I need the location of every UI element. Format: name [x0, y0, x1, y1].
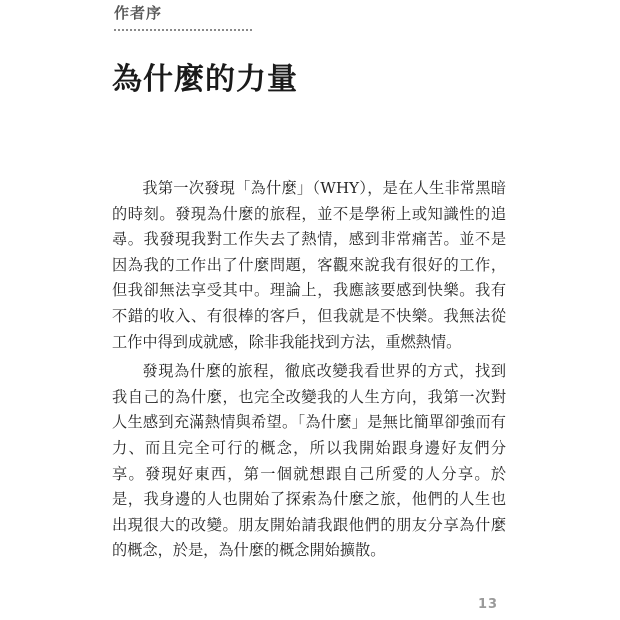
body-text: [112, 176, 506, 568]
page-number: 13: [478, 597, 499, 612]
paragraph: 發現為什麼的旅程，徹底改變我看世界的方式，找到我自己的為什麼，也完全改變我的人生方向，我第一次對人生感到充滿熱情與希望。「為什麼」是無比簡單卻強而有力、而且完全可行的概念，所以我開始跟身邊好友們分享。發現好東西，第一個就想跟自己所愛的人分享。於是，我身邊的人也開始了探索為什麼之旅，他們的人生也出現很大的改變。朋友開始請我跟他們的朋友分享為什麼的概念，於是，為什麼的概念開始擴散。: [112, 362, 506, 560]
section-label: 作者序: [114, 4, 163, 22]
dotted-divider: [114, 29, 252, 31]
paragraph: 我第一次發現「為什麼」（WHY），是在人生非常黑暗的時刻。發現為什麼的旅程，並不是學術上或知識性的追尋。我發現我對工作失去了熱情，感到非常痛苦。並不是因為我的工作出了什麼問題，客觀來說我有很好的工作，但我卻無法享受其中。理論上，我應該要感到快樂。我有不錯的收入、有很棒的客戶，但我就是不快樂。我無法從工作中得到成就感，除非我能找到方法，重燃熱情。: [112, 179, 506, 351]
chapter-title: 為什麼的力量: [112, 62, 298, 97]
